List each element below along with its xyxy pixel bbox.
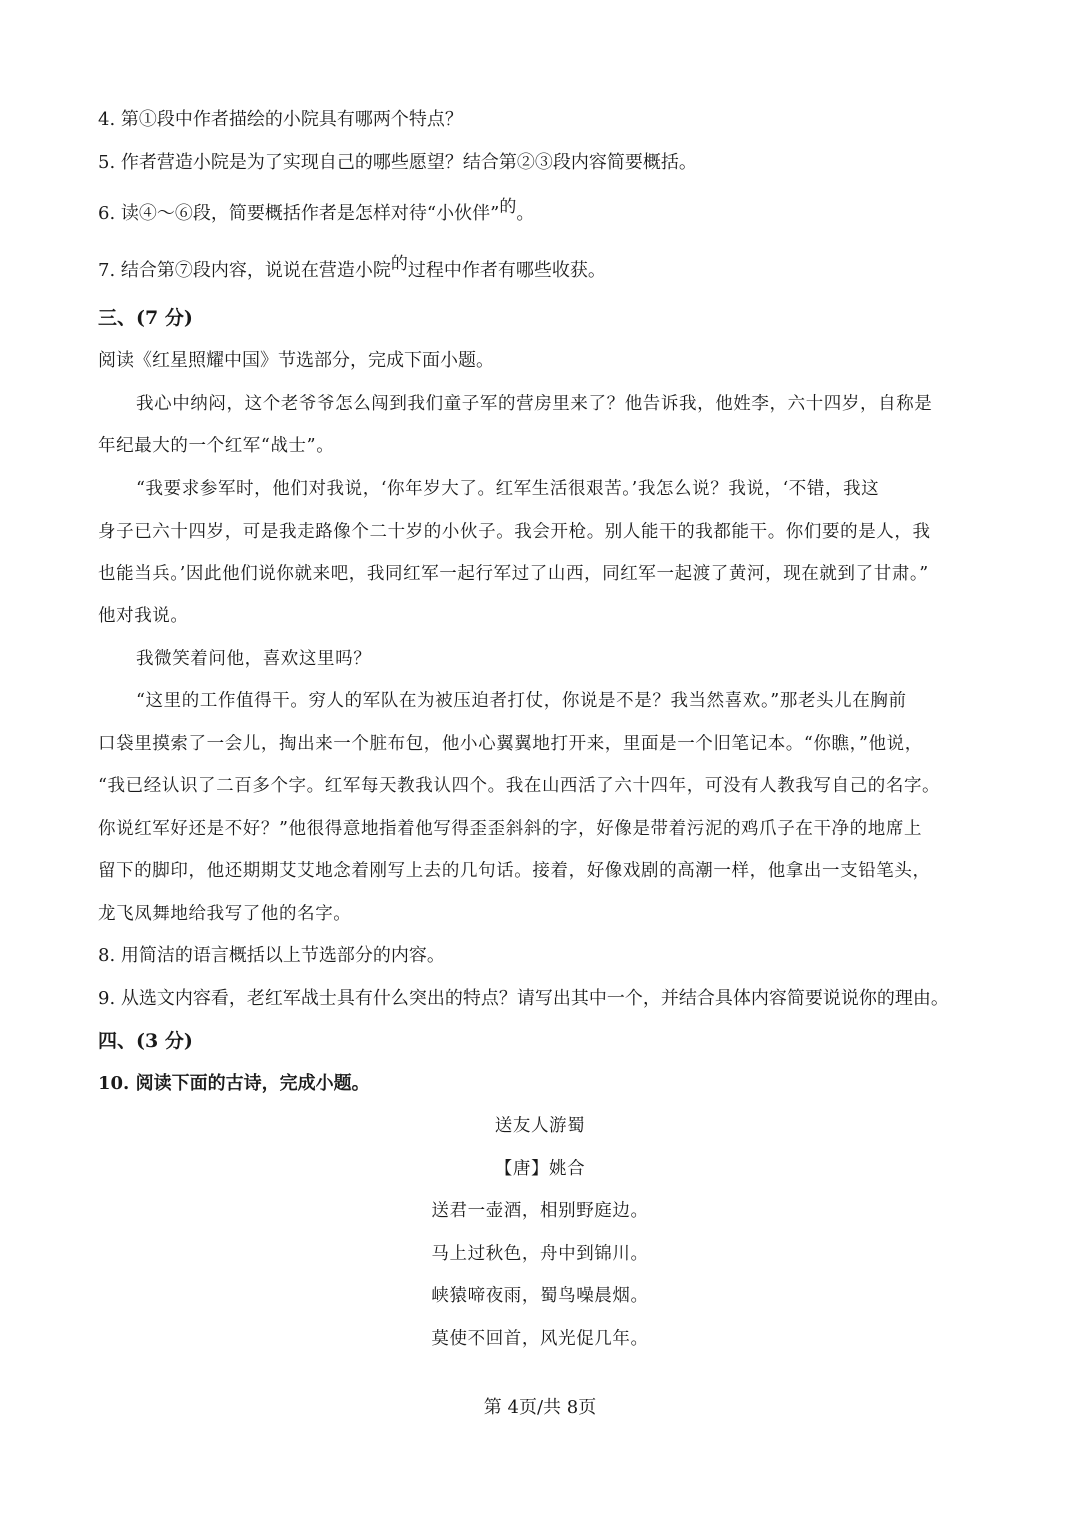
poem-line: 峡猿啼夜雨，蜀鸟噪晨烟。	[431, 1286, 649, 1306]
question-7-raised-char: 的	[390, 254, 408, 274]
question-6	[98, 197, 535, 226]
question-9: 9. 从选文内容看，老红军战士具有什么突出的特点？请写出其中一个，并结合具体内容简要说说你的理由。	[98, 988, 949, 1009]
passage-line: 他对我说。	[98, 606, 189, 626]
passage-line: 年纪最大的一个红军“战士”。	[98, 436, 335, 456]
poem-line: 莫使不回首，风光促几年。	[431, 1329, 649, 1349]
section-3-instruction: 阅读《红星照耀中国》节选部分，完成下面小题。	[98, 350, 494, 371]
question-10: 10. 阅读下面的古诗，完成小题。	[98, 1073, 370, 1094]
passage-line: “我已经认识了二百多个字。红军每天教我认四个。我在山西活了六十四年，可没有人教我写自己的名字。	[98, 776, 941, 796]
poem-author: 【唐】姚合	[494, 1159, 586, 1179]
question-7	[98, 254, 606, 283]
passage-line: “这里的工作值得干。穷人的军队在为被压迫者打仗，你说是不是？我当然喜欢。”那老头儿在胸前	[136, 691, 907, 711]
passage-line: 你说红军好还是不好？”他很得意地指着他写得歪歪斜斜的字，好像是带着污泥的鸡爪子在干净的地席上	[98, 819, 923, 839]
question-6-end: 。	[516, 203, 535, 224]
poem-line: 马上过秋色，舟中到锦川。	[431, 1244, 649, 1264]
passage-line: 龙飞凤舞地给我写了他的名字。	[98, 904, 352, 924]
question-6-text: 6. 读④～⑥段，简要概括作者是怎样对待“小伙伴”	[98, 203, 500, 224]
passage-line: 我心中纳闷，这个老爷爷怎么闯到我们童子军的营房里来了？他告诉我，他姓李，六十四岁，自称是	[136, 394, 933, 414]
passage-line: 也能当兵。’因此他们说你就来吧，我同红军一起行军过了山西，同红军一起渡了黄河，现在就到了甘肃。”	[98, 564, 929, 584]
poem-title: 送友人游蜀	[494, 1116, 586, 1136]
section-4-heading: 四、(3 分)	[98, 1030, 193, 1052]
question-4: 4. 第①段中作者描绘的小院具有哪两个特点？	[98, 109, 463, 130]
question-7-end: 过程中作者有哪些收获。	[407, 260, 606, 281]
passage-line: 留下的脚印，他还期期艾艾地念着刚写上去的几句话。接着，好像戏剧的高潮一样，他拿出一支铅笔头，	[98, 861, 931, 881]
passage-line: 口袋里摸索了一会儿，掏出来一个脏布包，他小心翼翼地打开来，里面是一个旧笔记本。“你瞧，”他说，	[98, 734, 923, 754]
page-footer: 第 4页/共 8页	[483, 1397, 597, 1418]
passage-line: 身子已六十四岁，可是我走路像个二十岁的小伙子。我会开枪。别人能干的我都能干。你们要的是人，我	[98, 522, 931, 542]
passage-line: “我要求参军时，他们对我说，‘你年岁大了。红军生活很艰苦。’我怎么说？我说，‘不错，我这	[136, 479, 880, 499]
question-7-text: 7. 结合第⑦段内容，说说在营造小院	[98, 260, 391, 281]
section-3-heading: 三、(7 分)	[98, 307, 193, 329]
question-6-raised-char: 的	[499, 197, 517, 217]
question-8: 8. 用简洁的语言概括以上节选部分的内容。	[98, 945, 445, 966]
question-5: 5. 作者营造小院是为了实现自己的哪些愿望？结合第②③段内容简要概括。	[98, 152, 697, 173]
poem-line: 送君一壶酒，相别野庭边。	[431, 1201, 649, 1221]
passage-line: 我微笑着问他，喜欢这里吗？	[136, 649, 372, 669]
